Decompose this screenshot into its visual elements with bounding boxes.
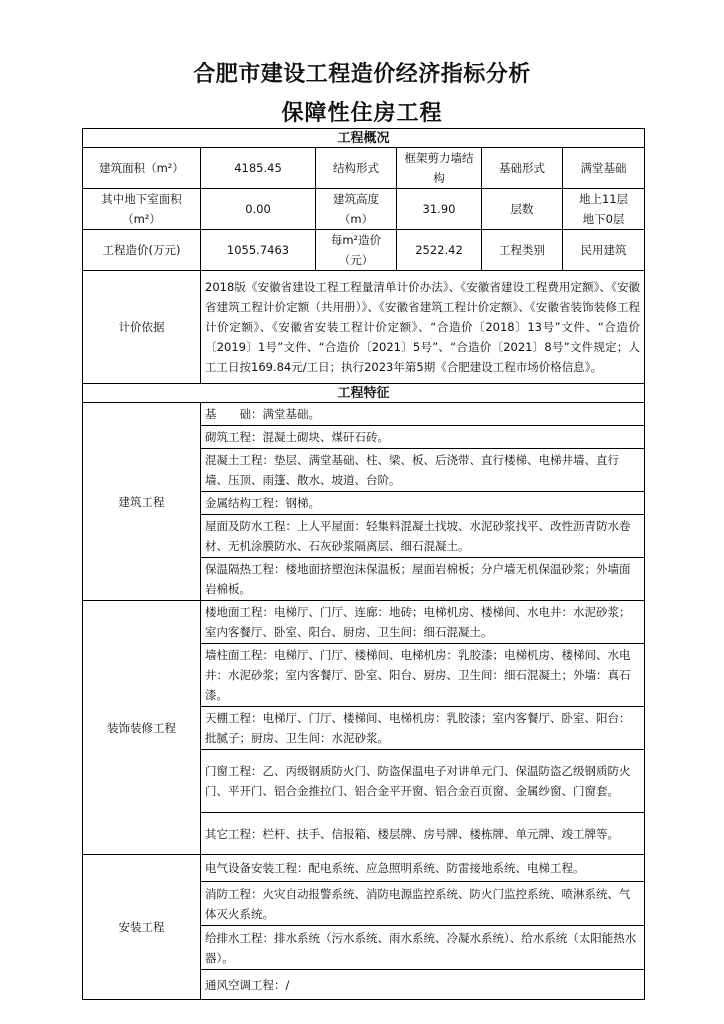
cell-value: 31.90 bbox=[397, 189, 482, 230]
category-building: 建筑工程 bbox=[83, 403, 201, 601]
basis-label: 计价依据 bbox=[83, 271, 201, 384]
feature-item: 基 础：满堂基础。 bbox=[201, 403, 645, 426]
document-subtitle: 保障性住房工程 bbox=[281, 101, 443, 126]
cell-value: 满堂基础 bbox=[563, 148, 645, 189]
cell-label: 结构形式 bbox=[316, 148, 397, 189]
cell-label: 工程造价(万元) bbox=[83, 230, 201, 271]
feature-item: 屋面及防水工程：上人平屋面：轻集料混凝土找坡、水泥砂浆找平、改性沥青防水卷材、无机涂膜防水、石灰砂浆隔离层、细石混凝土。 bbox=[201, 515, 645, 558]
section-heading-overview: 工程概况 bbox=[83, 129, 645, 148]
cell-value: 地上11层 地下0层 bbox=[563, 189, 645, 230]
cell-value: 框架剪力墙结构 bbox=[397, 148, 482, 189]
feature-item: 楼地面工程：电梯厅、门厅、连廊：地砖；电梯机房、楼梯间、水电井：水泥砂浆；室内客餐厅、卧室、阳台、厨房、卫生间：细石混凝土。 bbox=[201, 601, 645, 644]
document-title: 合肥市建设工程造价经济指标分析 bbox=[193, 62, 531, 87]
cell-label: 建筑面积（m²） bbox=[83, 148, 201, 189]
cell-value: 民用建筑 bbox=[563, 230, 645, 271]
cell-value: 4185.45 bbox=[201, 148, 316, 189]
cell-label: 工程类别 bbox=[482, 230, 563, 271]
feature-item: 通风空调工程：/ bbox=[201, 970, 645, 1000]
cell-label: 建筑高度（m） bbox=[316, 189, 397, 230]
category-installation: 安装工程 bbox=[83, 855, 201, 1000]
feature-item: 砌筑工程：混凝土砌块、煤矸石砖。 bbox=[201, 426, 645, 449]
cell-label: 每m²造价（元） bbox=[316, 230, 397, 271]
feature-item: 墙柱面工程：电梯厅、门厅、楼梯间、电梯机房：乳胶漆；电梯机房、楼梯间、水电井：水泥砂浆；室内客餐厅、卧室、阳台、厨房、卫生间：细石混凝土；外墙：真石漆。 bbox=[201, 644, 645, 707]
cell-label: 其中地下室面积（m²） bbox=[83, 189, 201, 230]
feature-item: 其它工程：栏杆、扶手、信报箱、楼层牌、房号牌、楼栋牌、单元牌、竣工牌等。 bbox=[201, 813, 645, 855]
cell-value: 0.00 bbox=[201, 189, 316, 230]
feature-item: 保温隔热工程：楼地面挤塑泡沫保温板；屋面岩棉板；分户墙无机保温砂浆；外墙面岩棉板。 bbox=[201, 558, 645, 601]
feature-item: 天棚工程：电梯厅、门厅、楼梯间、电梯机房：乳胶漆；室内客餐厅、卧室、阳台：批腻子；厨房、卫生间：水泥砂浆。 bbox=[201, 707, 645, 750]
cell-label: 基础形式 bbox=[482, 148, 563, 189]
feature-item: 门窗工程：乙、丙级钢质防火门、防盗保温电子对讲单元门、保温防盗乙级钢质防火门、平开门、铝合金推拉门、铝合金平开窗、铝合金百页窗、金属纱窗、门窗套。 bbox=[201, 750, 645, 813]
category-decoration: 装饰装修工程 bbox=[83, 601, 201, 855]
indicator-table bbox=[82, 128, 645, 1000]
cell-value: 1055.7463 bbox=[201, 230, 316, 271]
cell-value: 2522.42 bbox=[397, 230, 482, 271]
feature-item: 消防工程：火灾自动报警系统、消防电源监控系统、防火门监控系统、喷淋系统、气体灭火系统。 bbox=[201, 882, 645, 926]
feature-item: 金属结构工程：钢梯。 bbox=[201, 492, 645, 515]
feature-item: 给排水工程：排水系统（污水系统、雨水系统、冷凝水系统）、给水系统（太阳能热水器）。 bbox=[201, 926, 645, 970]
basis-text: 2018版《安徽省建设工程工程量清单计价办法》、《安徽省建设工程费用定额》、《安徽省建筑工程计价定额（共用册）》、《安徽省建筑工程计价定额》、《安徽省装饰装修工程计价定额》、《安徽省安装工程计价定额》、“合造价〔2018〕13号”文件、“合造价〔2019〕1号”文件、“合造价〔2021〕5号”、“合造价〔2021〕8号”文件规定；人工工日按169.84元/工日；执行2023年第5期《合肥建设工程市场价格信息》。 bbox=[201, 271, 645, 384]
cell-label: 层数 bbox=[482, 189, 563, 230]
feature-item: 电气设备安装工程：配电系统、应急照明系统、防雷接地系统、电梯工程。 bbox=[201, 855, 645, 882]
section-heading-features: 工程特征 bbox=[83, 384, 645, 403]
feature-item: 混凝土工程：垫层、满堂基础、柱、梁、板、后浇带、直行楼梯、电梯井墙、直行墙、压顶、雨篷、散水、坡道、台阶。 bbox=[201, 449, 645, 492]
